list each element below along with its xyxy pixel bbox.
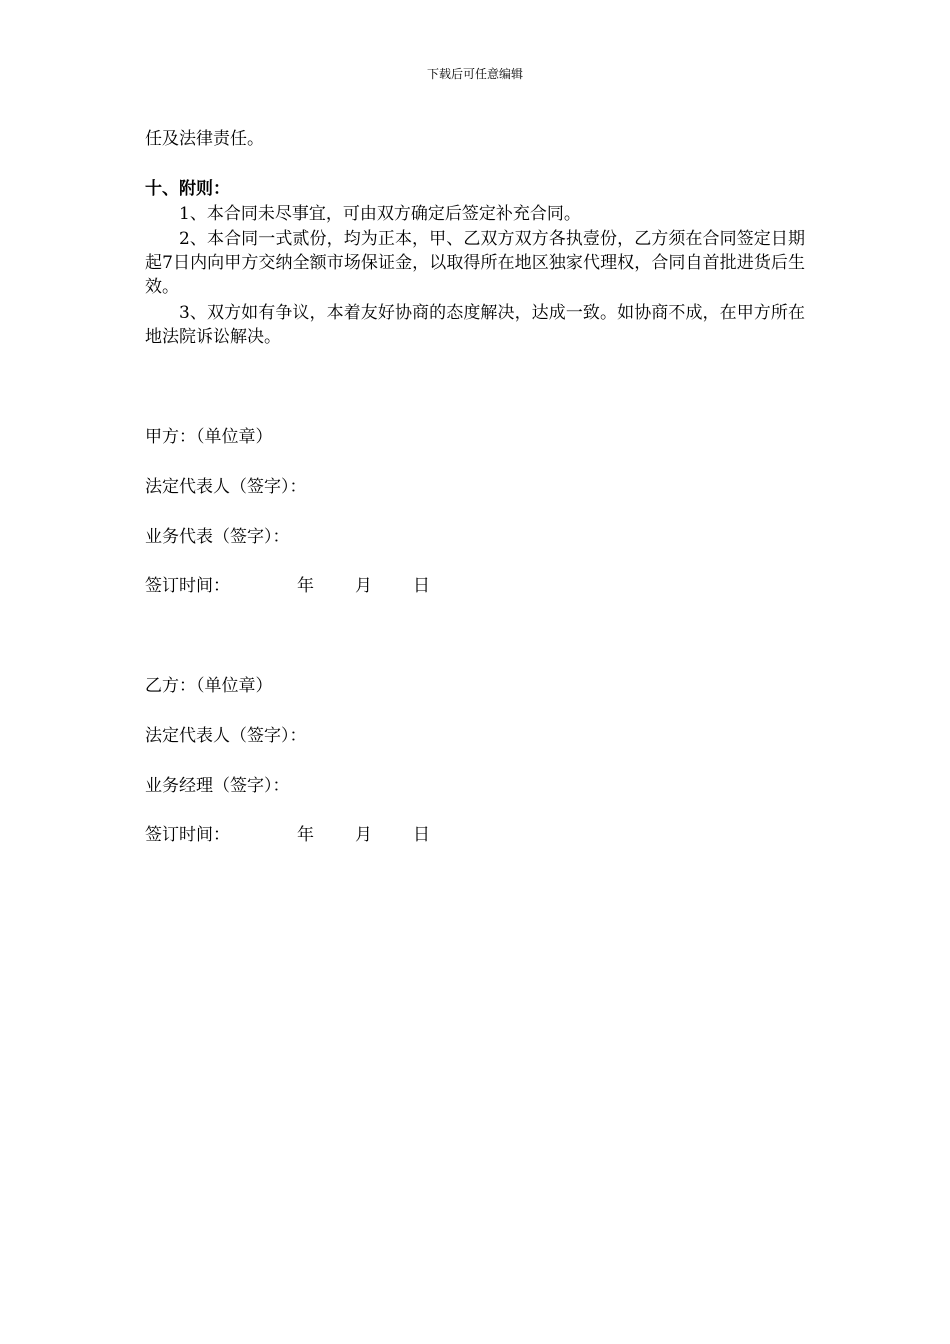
party-a-legal-rep: 法定代表人（签字）： xyxy=(145,477,307,497)
clause-2: 2、本合同一式贰份，均为正本，甲、乙双方双方各执壹份，乙方须在合同签定日期起7日内向甲方交纳全额市场保证金，以取得所在地区独家代理权，合同自首批进货后生效。 xyxy=(145,229,805,297)
party-b-month: 月 xyxy=(355,825,372,845)
section-title: 十、附则： xyxy=(145,179,230,199)
party-b-year: 年 xyxy=(297,825,314,845)
party-a-business-rep: 业务代表（签字）： xyxy=(145,527,290,547)
continuation-text: 任及法律责任。 xyxy=(145,129,264,149)
party-a-sign-time-label: 签订时间： xyxy=(145,576,230,596)
party-b-day: 日 xyxy=(413,825,430,845)
clause-1: 1、本合同未尽事宜，可由双方确定后签定补充合同。 xyxy=(179,204,581,224)
party-a-day: 日 xyxy=(413,576,430,596)
party-b-legal-rep: 法定代表人（签字）： xyxy=(145,726,307,746)
party-b-business-rep: 业务经理（签字）： xyxy=(145,776,290,796)
party-a-sign-time xyxy=(145,574,445,598)
party-a-month: 月 xyxy=(355,576,372,596)
page-header: 下载后可任意编辑 xyxy=(426,67,523,81)
party-b-sign-time xyxy=(145,823,445,847)
party-b-label: 乙方：（单位章） xyxy=(145,676,273,696)
party-b-sign-time-label: 签订时间： xyxy=(145,825,230,845)
party-a-label: 甲方：（单位章） xyxy=(145,427,273,447)
party-a-year: 年 xyxy=(297,576,314,596)
clause-3: 3、双方如有争议，本着友好协商的态度解决，达成一致。如协商不成，在甲方所在地法院诉讼解决。 xyxy=(145,303,805,347)
